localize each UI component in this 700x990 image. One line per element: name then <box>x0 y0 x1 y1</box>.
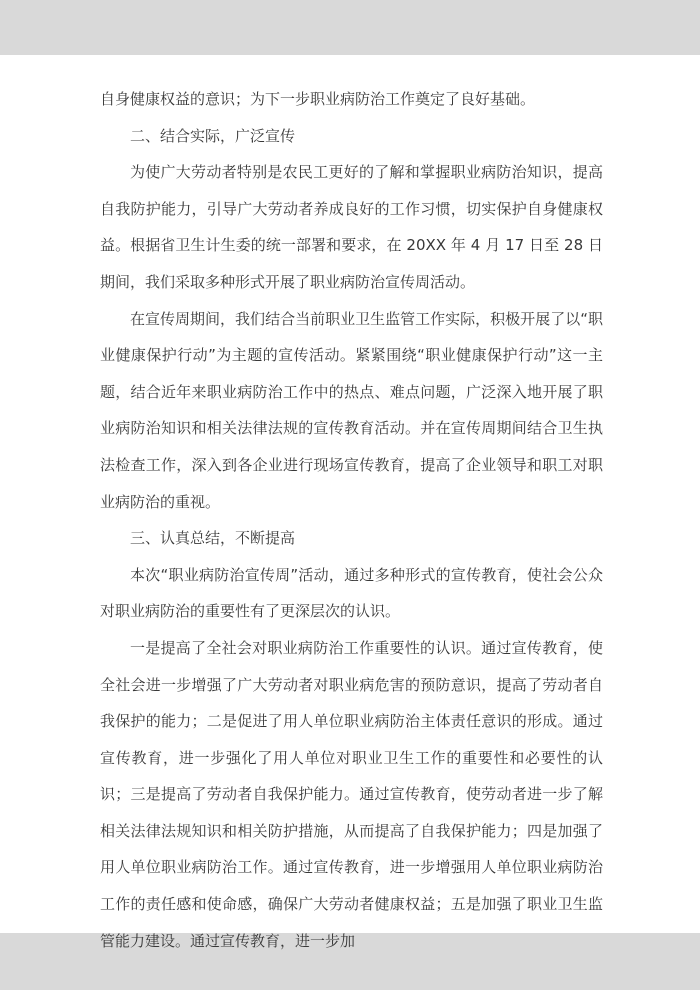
paragraph: 在宣传周期间，我们结合当前职业卫生监管工作实际，积极开展了以“职业健康保护行动”为主题的宣传活动。紧紧围绕“职业健康保护行动”这一主题，结合近年来职业病防治工作中的热点、难点问题，广泛深入地开展了职业病防治知识和相关法律法规的宣传教育活动。并在宣传周期间结合卫生执法检查工作，深入到各企业进行现场宣传教育，提高了企业领导和职工对职业病防治的重视。 <box>100 309 603 511</box>
document-page <box>0 55 700 950</box>
paragraph: 本次“职业病防治宣传周”活动，通过多种形式的宣传教育，使社会公众对职业病防治的重要性有了更深层次的认识。 <box>100 565 603 621</box>
section-heading-3: 三、认真总结，不断提高 <box>130 529 296 548</box>
section-heading-2: 二、结合实际，广泛宣传 <box>130 126 296 145</box>
paragraph: 一是提高了全社会对职业病防治工作重要性的认识。通过宣传教育，使全社会进一步增强了广大劳动者对职业病危害的预防意识，提高了劳动者自我保护的能力；二是促进了用人单位职业病防治主体责任意识的形成。通过宣传教育，进一步强化了用人单位对职业卫生工作的重要性和必要性的认识；三是提高了劳动者自我保护能力。通过宣传教育，使劳动者进一步了解相关法律法规知识和相关防护措施，从而提高了自我保护能力；四是加强了用人单位职业病防治工作。通过宣传教育，进一步增强用人单位职业病防治工作的责任感和使命感，确保广大劳动者健康权益；五是加强了职业卫生监管能力建设。通过宣传教育，进一步加 <box>100 638 603 950</box>
document-content <box>0 55 700 959</box>
paragraph: 为使广大劳动者特别是农民工更好的了解和掌握职业病防治知识，提高自我防护能力，引导广大劳动者养成良好的工作习惯，切实保护自身健康权益。根据省卫生计生委的统一部署和要求，在 20XX 年 4 月 17 日至 28 日期间，我们采取多种形式开展了职业病防治宣传周活动。 <box>100 163 603 291</box>
paragraph-continuation: 自身健康权益的意识；为下一步职业病防治工作奠定了良好基础。 <box>100 90 536 108</box>
